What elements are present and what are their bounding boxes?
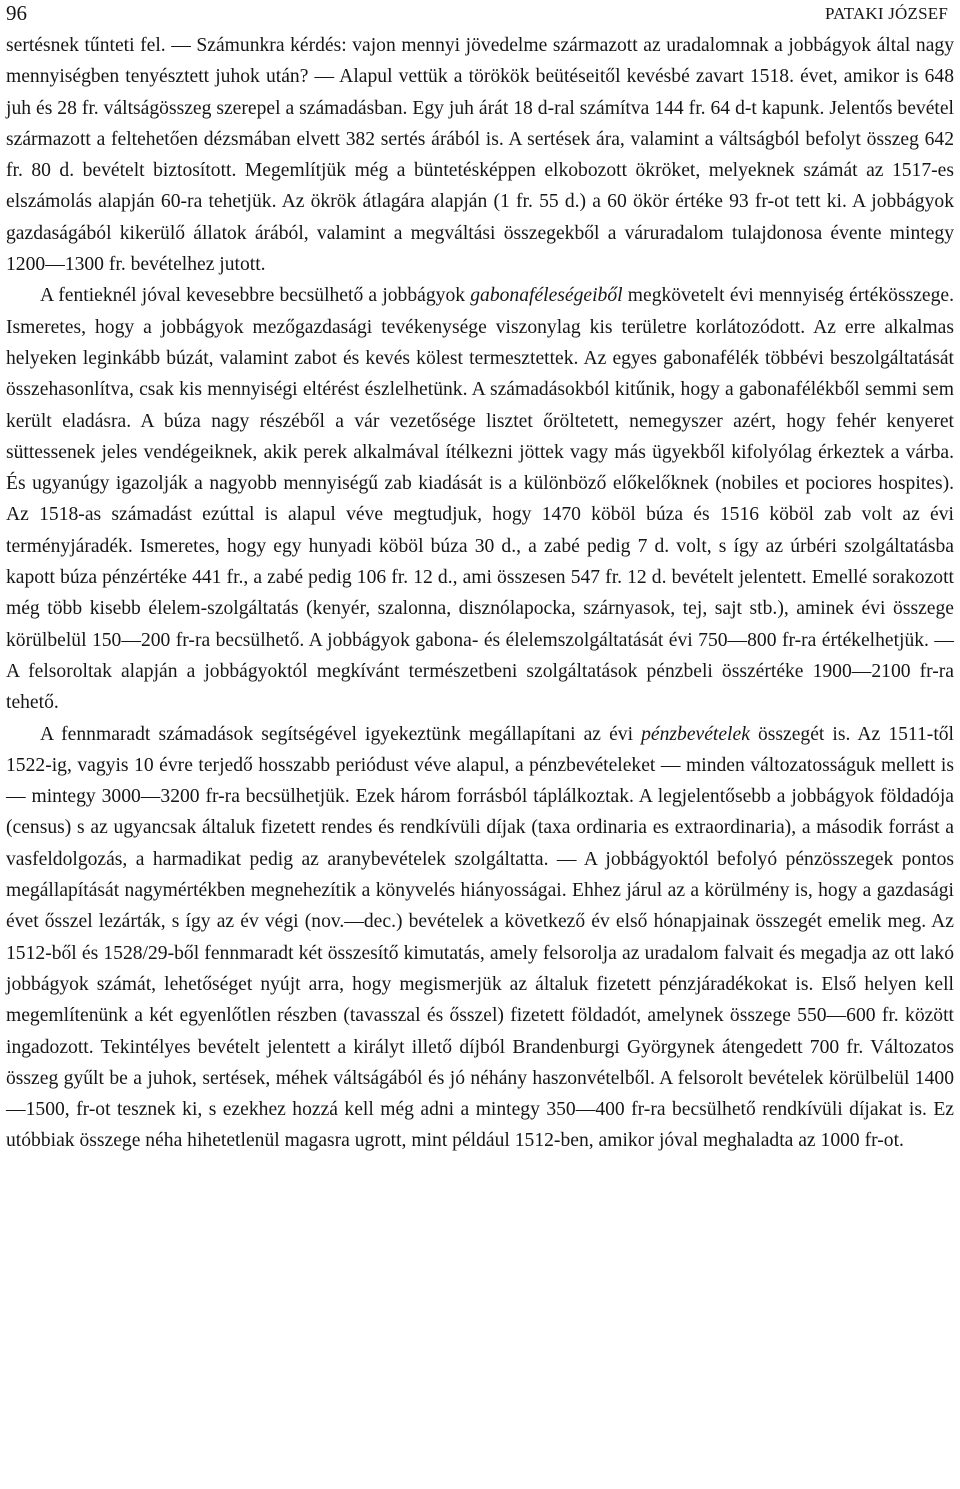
body-text — [6, 30, 954, 1157]
page-header — [6, 0, 954, 30]
paragraph-1-text: sertésnek tűnteti fel. — Számunkra kérdés: vajon mennyi jövedelme származott az uradalomnak a jobbágyok által nagy mennyiségben tenyésztett juhok után? — Alapul vettük a törökök beütéseitől kevésbé zavart 1518. évet, amikor is 648 juh és 28 fr. váltságösszeg szerepel a számadásban. Egy juh árát 18 d-ral számítva 144 fr. 64 d-t kapunk. Jelentős bevétel származott a feltehetően dézsmában elvett 382 sertés árából is. A sertések ára, valamint a váltságból befolyt összeg 642 fr. 80 d. bevételt biztosított. Megemlítjük még a büntetésképpen elkobozott ökröket, melyeknek számát az 1517-es elszámolás alapján 60-ra tehetjük. Az ökrök átlagára alapján (1 fr. 55 d.) a 60 ökör értéke 93 fr-ot tett ki. A jobbágyok gazdaságából kikerülő állatok árából, valamint a megváltási összegekből a váruradalom tulajdonosa évente mintegy 1200—1300 fr. bevételhez jutott. — [6, 35, 954, 276]
paragraph-2 — [6, 280, 954, 718]
page-number: 96 — [6, 1, 27, 25]
paragraph-3-text-after: összegét is. Az 1511-től 1522-ig, vagyis 10 évre terjedő hosszabb periódust véve alapul, a pénzbevételeket — minden változatosságuk mellett is — mintegy 3000—3200 fr-ra becsülhetjük. Ezek három forrásból táplálkoztak. A legjelentősebb a jobbágyok földadója (census) s az ugyancsak általuk fizetett rendes és rendkívüli díjak (taxa ordinaria es extraordinaria), a második forrást a vasfeldolgozás, a harmadikat pedig az aranybevételek szolgáltatta. — A jobbágyoktól befolyó pénzösszegek pontos megállapítását nagymértékben megnehezítik a könyvelés hiányosságai. Ehhez járul az a körülmény is, hogy a gazdasági évet ősszel lezárták, s így az év végi (nov.—dec.) bevételek a következő év első hónapjainak összegét emelik meg. Az 1512-ből és 1528/29-ből fennmaradt két összesítő kimutatás, amely felsorolja az uradalom falvait és megadja az ott lakó jobbágyok számát, lehetőséget nyújt arra, hogy megismerjük az általuk fizetett pénzjáradékokat is. Első helyen kell megemlítenünk a két egyenlőtlen részben (tavasszal és ősszel) fizetett földadót, amelynek összege 550—600 fr. között ingadozott. Tekintélyes bevételt jelentett a királyt illető díjból Brandenburgi Györgynek átengedett 700 fr. Változatos összeg gyűlt be a juhok, sertések, méhek váltságából és jó néhány haszonvételből. A felsorolt bevételek körülbelül 1400—1500, fr-ot tesznek ki, s ezekhez hozzá kell még adni a mintegy 350—400 fr-ra becsülhető rendkívüli díjakat is. Ez utóbbiak összege néha hihetetlenül magasra ugrott, mint például 1512-ben, amikor jóval meghaladta az 1000 fr-ot. — [6, 723, 955, 1152]
paragraph-2-emphasis: gabonaféleségeiből — [470, 285, 623, 307]
running-head: PATAKI JÓZSEF — [825, 4, 948, 23]
paragraph-1 — [6, 30, 954, 280]
paragraph-2-text-after: megkövetelt évi mennyiség értékösszege. Ismeretes, hogy a jobbágyok mezőgazdasági tevékenysége viszonylag kis területre korlátozódott. Az erre alkalmas helyeken leginkább búzát, valamint zabot és kevés kölest termesztettek. Az egyes gabonafélék többévi beszolgáltatását összehasonlítva, csak kis mennyiségi eltérést észlelhetünk. A számadásokból kitűnik, hogy a gabonafélékből semmi sem került eladásra. A búza nagy részéből a vár vezetősége lisztet őröltetett, nemegyszer azért, hogy fehér kenyeret süttessenek jeles vendégeiknek, akik perek alkalmával ítélkezni jöttek vagy más ügyekből kifolyólag érkeztek a várba. És ugyanúgy igazolják a nagyobb mennyiségű zab kiadását is a különböző előkelőknek (nobiles et pociores hospites). Az 1518-as számadást ezúttal is alapul véve megtudjuk, hogy 1470 köböl búza és 1516 köböl zab volt az évi terményjáradék. Ismeretes, hogy egy hunyadi köböl búza 30 d., a zabé pedig 7 d. volt, s így az úrbéri szolgáltatásba kapott búza pénzértéke 441 fr., a zabé pedig 106 fr. 12 d., ami összesen 547 fr. 12 d. bevételt jelentett. Emellé sorakozott még több kisebb élelem-szolgáltatás (kenyér, szalonna, disznólapocka, szárnyasok, tej, sajt stb.), aminek évi összege körülbelül 150—200 fr-ra becsülhető. A jobbágyok gabona- és élelemszolgáltatását évi 750—800 fr-ra értékelhetjük. — A felsoroltak alapján a jobbágyoktól megkívánt természetbeni szolgáltatások pénzbeli összértéke 1900—2100 fr-ra tehető. — [6, 285, 955, 714]
paragraph-3 — [6, 719, 954, 1157]
document-page — [6, 0, 954, 1157]
paragraph-2-text-before: A fentieknél jóval kevesebbre becsülhető a jobbágyok — [40, 285, 471, 307]
paragraph-3-emphasis: pénzbevételek — [641, 723, 750, 745]
paragraph-3-text-before: A fennmaradt számadások segítségével igyekeztünk megállapítani az évi — [40, 723, 642, 745]
